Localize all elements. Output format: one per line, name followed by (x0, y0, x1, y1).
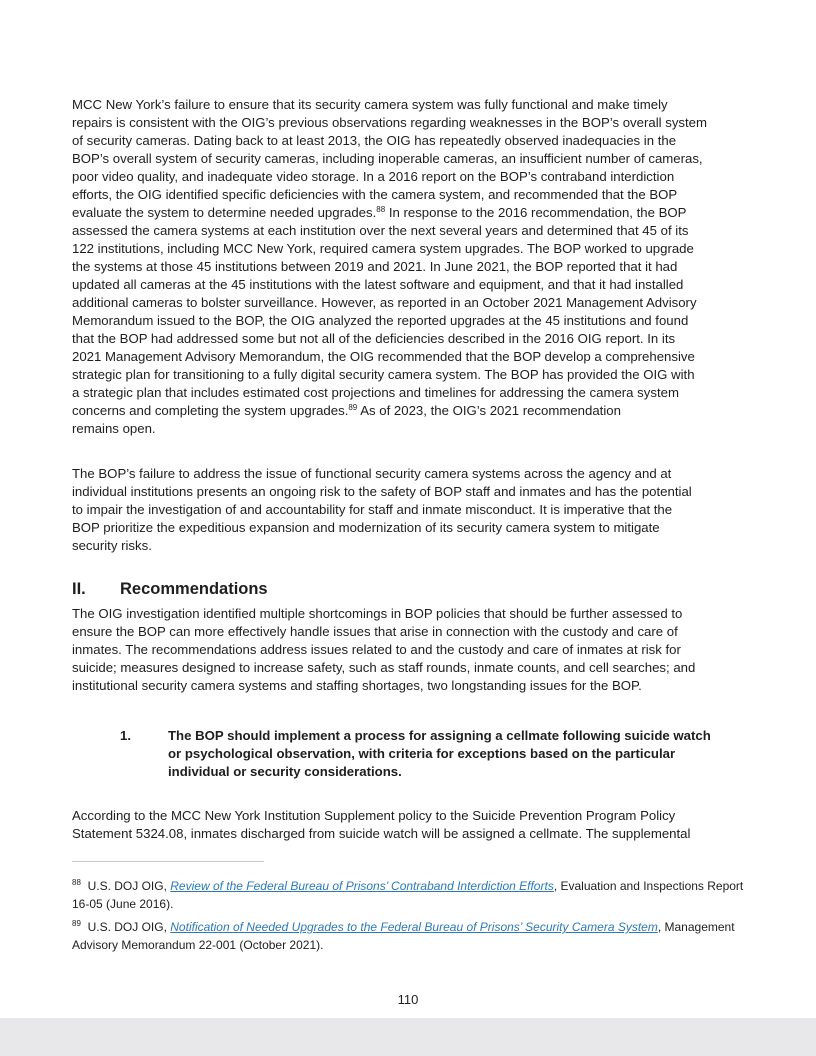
text-line: a strategic plan that includes estimated cost projections and timelines for addressing the camera system (72, 385, 679, 400)
text-line: Memorandum issued to the BOP, the OIG analyzed the reported upgrades at the 45 institutions and found (72, 313, 689, 328)
text-line: additional cameras to bolster surveillance. However, as reported in an October 2021 Management Advisory (72, 295, 697, 310)
text-line: the systems at those 45 institutions between 2019 and 2021. In June 2021, the BOP reported that it had (72, 259, 678, 274)
text-line: of security cameras. Dating back to at least 2013, the OIG has repeatedly observed inadequacies in the (72, 133, 677, 148)
text-line: According to the MCC New York Institution Supplement policy to the Suicide Prevention Program Policy (72, 808, 676, 823)
paragraph-camera-system (72, 96, 752, 438)
section-heading: II. Recommendations (72, 580, 268, 598)
footnote-divider (72, 861, 264, 862)
page-number: 110 (397, 992, 419, 1007)
text-line: 122 institutions, including MCC New York, required camera system upgrades. The BOP worked to upgrade (72, 241, 694, 256)
text-line: updated all cameras at the 45 institutions with the latest software and equipment, and that it had installed (72, 277, 684, 292)
footnote-88-link[interactable]: Review of the Federal Bureau of Prisons’ Contraband Interdiction Efforts (170, 879, 554, 893)
footnote-88: $^{88}$ U.S. DOJ OIG, Review of the Federal Bureau of Prisons’ Contraband Interdiction Efforts, Evaluation and Inspections Report 16-05 (June 2016). (72, 878, 744, 911)
text-line: concerns and completing the system upgrades.$^{89}$ As of 2023, the OIG’s 2021 recommendation (72, 403, 621, 418)
text-line: poor video quality, and inadequate video storage. In a 2016 report on the BOP’s contraband interdiction (72, 169, 675, 184)
text-line: MCC New York’s failure to ensure that its security camera system was fully functional and make timely (72, 97, 668, 112)
text-line: ensure the BOP can more effectively handle issues that arise in connection with the custody and care of (72, 624, 678, 639)
paragraph-supplement (72, 807, 752, 843)
text-line: individual institutions presents an ongoing risk to the safety of BOP staff and inmates and has the potential (72, 484, 692, 499)
text-line: inmates. The recommendations address issues related to and the custody and care of inmates at risk for (72, 642, 681, 657)
text-line: efforts, the OIG identified specific deficiencies with the camera system, and recommended that the BOP (72, 187, 678, 202)
text-line: assessed the camera systems at each institution over the next several years and determined that 45 of its (72, 223, 689, 238)
text-line: 2021 Management Advisory Memorandum, the OIG recommended that the BOP develop a comprehensive (72, 349, 695, 364)
paragraph-risk (72, 465, 752, 555)
footnote-89: $^{89}$ U.S. DOJ OIG, Notification of Needed Upgrades to the Federal Bureau of Prisons’ Security Camera System, Management Advisory Memorandum 22-001 (October 2021). (72, 919, 735, 952)
text-line: Statement 5324.08, inmates discharged from suicide watch will be assigned a cellmate. The supplemental (72, 826, 691, 841)
footnote-89-link[interactable]: Notification of Needed Upgrades to the Federal Bureau of Prisons’ Security Camera System (170, 920, 658, 934)
text-line: strategic plan for transitioning to a fully digital security camera system. The BOP has provided the OIG with (72, 367, 695, 382)
text-line: repairs is consistent with the OIG’s previous observations regarding weaknesses in the BOP’s overall system (72, 115, 708, 130)
text-line: remains open. (72, 421, 156, 436)
text-line: The OIG investigation identified multiple shortcomings in BOP policies that should be further assessed to (72, 606, 683, 621)
footnote-ref[interactable]: 88 (376, 205, 386, 214)
viewer-bottom-bar (0, 1018, 816, 1056)
text-line: security risks. (72, 538, 152, 553)
text-line: institutional security camera systems and staffing shortages, two longstanding issues for the BOP. (72, 678, 642, 693)
text-line: evaluate the system to determine needed upgrades.$^{88}$ In response to the 2016 recommendation, the BOP (72, 205, 687, 220)
text-line: BOP’s overall system of security cameras, including inoperable cameras, an insufficient number of cameras, (72, 151, 703, 166)
footnote-ref[interactable]: 89 (348, 403, 358, 412)
text-line: suicide; measures designed to increase safety, such as staff rounds, inmate counts, and cell searches; and (72, 660, 696, 675)
text-line: The BOP’s failure to address the issue of functional security camera systems across the agency and at (72, 466, 672, 481)
paragraph-recommendations-intro (72, 605, 752, 695)
text-line: BOP prioritize the expeditious expansion and modernization of its security camera system to mitigate (72, 520, 660, 535)
text-line: to impair the investigation of and accountability for staff and inmate misconduct. It is imperative that the (72, 502, 673, 517)
text-line: that the BOP had addressed some but not all of the deficiencies described in the 2016 OIG report. In its (72, 331, 676, 346)
